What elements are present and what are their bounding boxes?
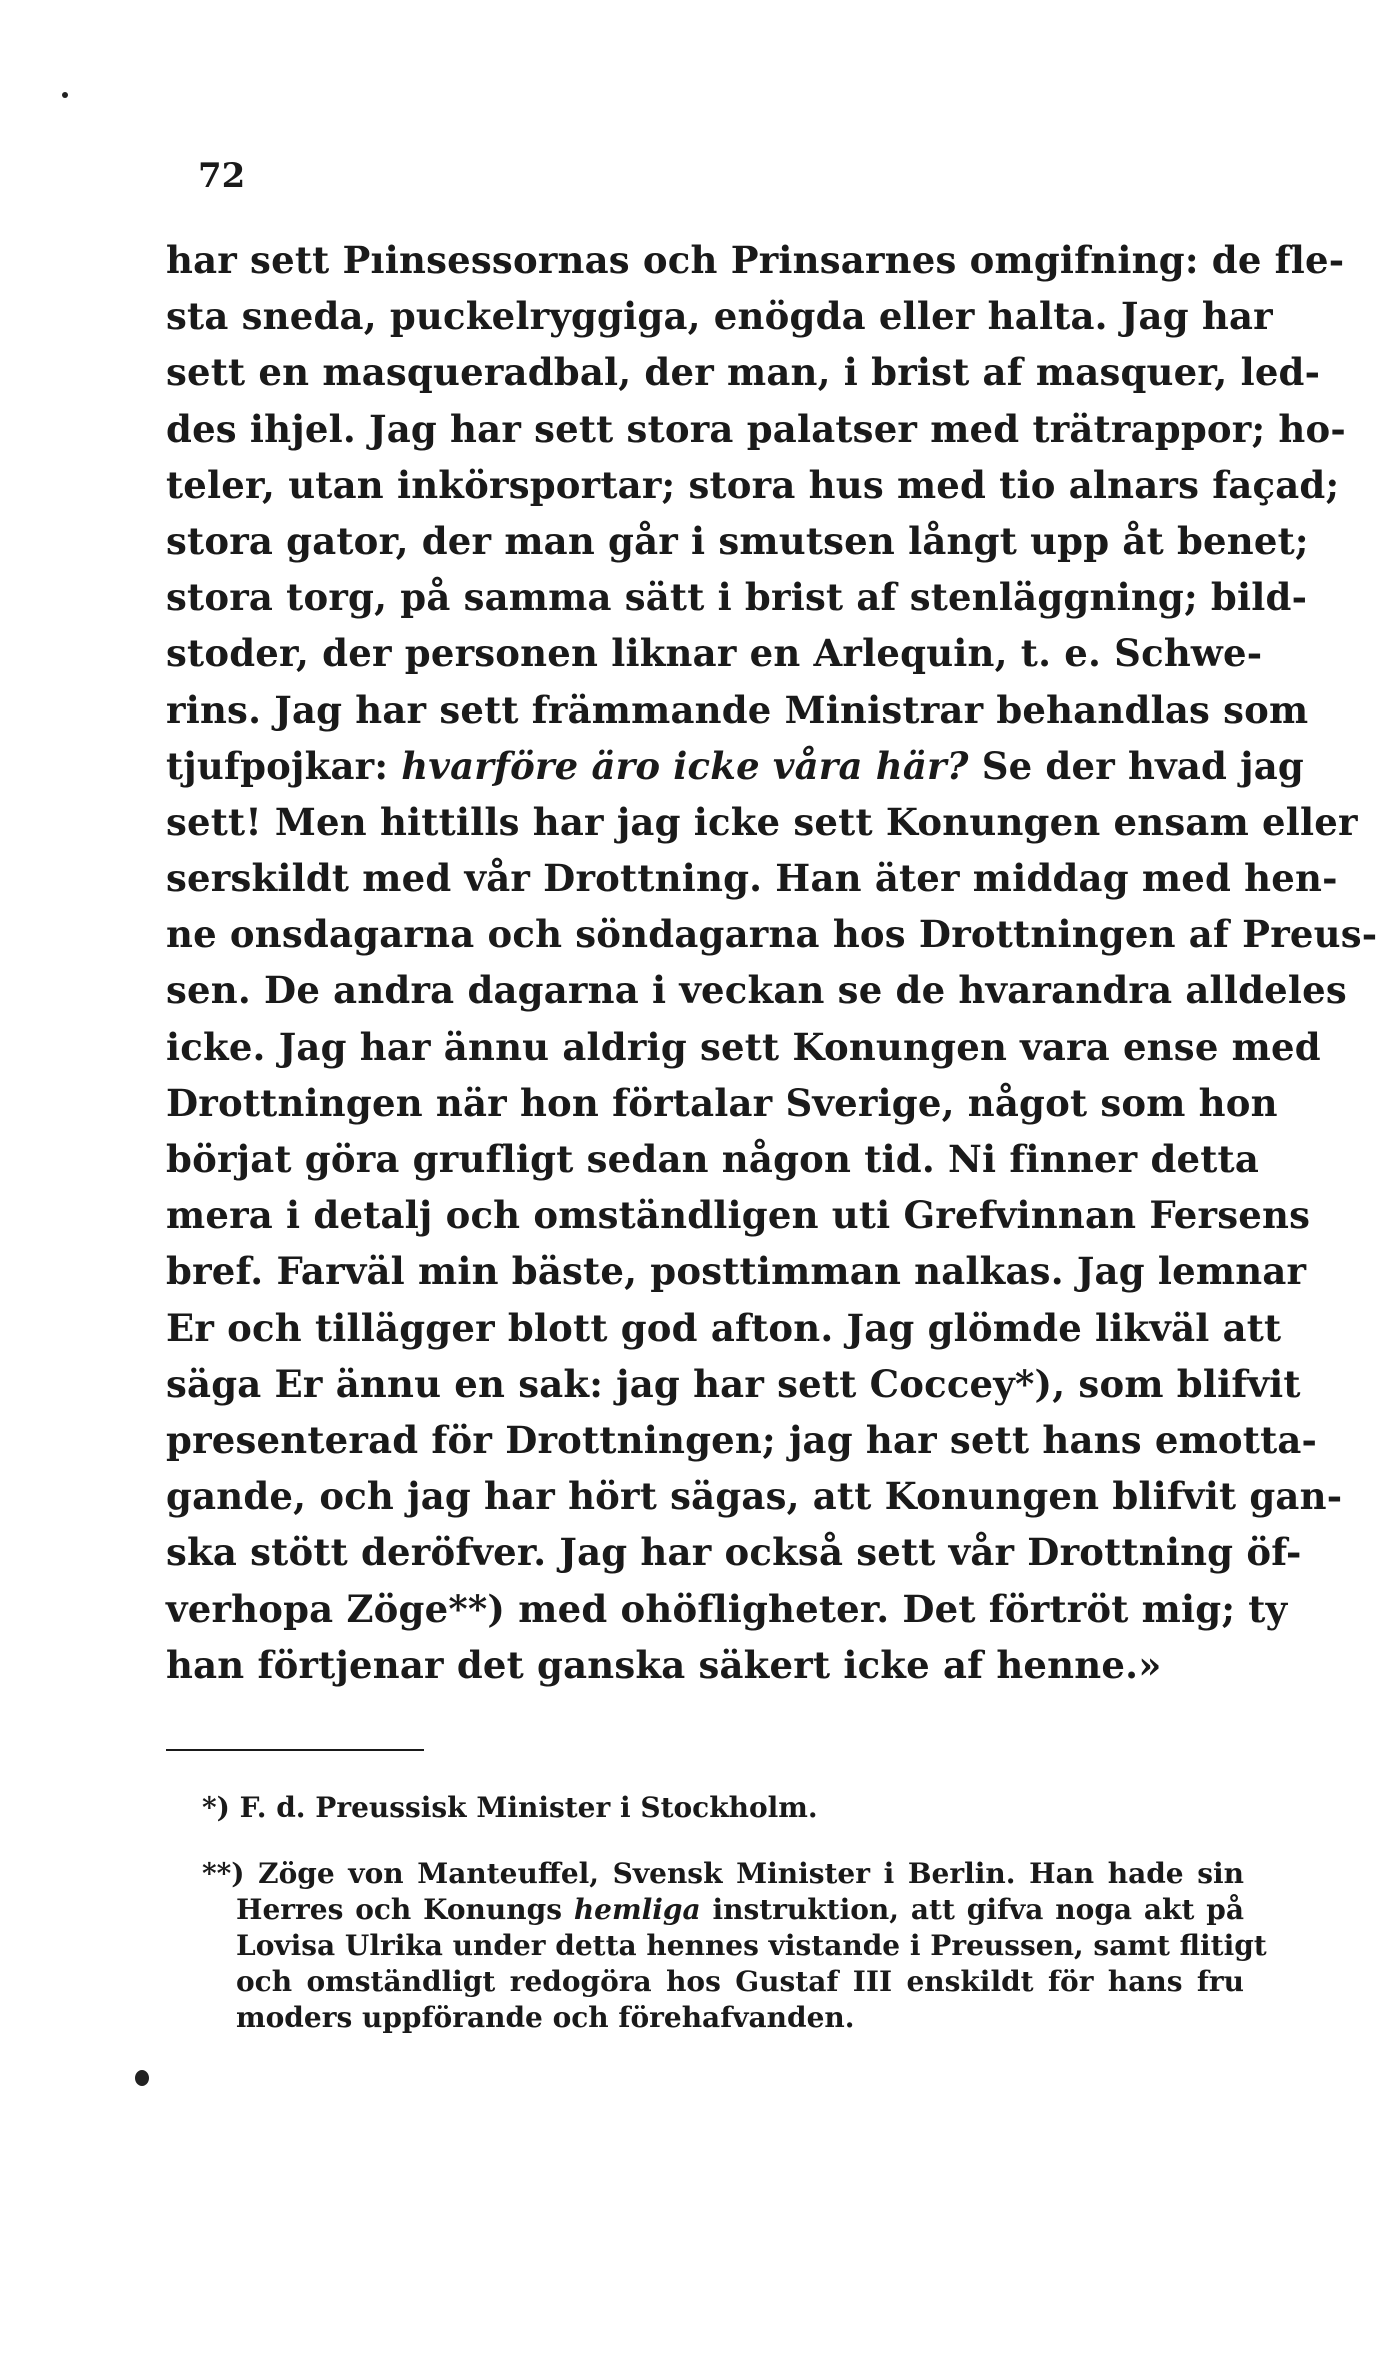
text-line: gande, och jag har hört sägas, att Konungen blifvit gan- xyxy=(166,1474,1343,1519)
footnote-divider xyxy=(166,1749,424,1751)
page-number: 72 xyxy=(198,156,246,196)
text-line: han förtjenar det ganska säkert icke af henne.» xyxy=(166,1642,1162,1687)
text-line: sta sneda, puckelryggiga, enögda eller halta. Jag har xyxy=(166,294,1273,339)
footnotes xyxy=(166,1790,1267,2036)
text-line: börjat göra grufligt sedan någon tid. Ni finner detta xyxy=(166,1137,1260,1181)
ink-speck xyxy=(135,2070,149,2086)
text-line: teler, utan inkörsportar; stora hus med tio alnars façad; xyxy=(166,462,1340,507)
text-line: verhopa Zöge**) med ohöfligheter. Det förtröt mig; ty xyxy=(166,1586,1288,1631)
text-line: har sett Pıinsessornas och Prinsarnes omgifning: de fle- xyxy=(166,238,1345,282)
text-line: Drottningen när hon förtalar Sverige, något som hon xyxy=(166,1080,1278,1125)
text-line: mera i detalj och omständligen uti Grefvinnan Fersens xyxy=(166,1193,1311,1238)
text-line: serskildt med vår Drottning. Han äter middag med hen- xyxy=(166,856,1338,901)
text-line: icke. Jag har ännu aldrig sett Konungen vara ense med xyxy=(166,1024,1321,1069)
ink-speck xyxy=(62,92,68,98)
footnote-line: moders uppförande och förehafvanden. xyxy=(236,2001,855,2034)
text-line: ne onsdagarna och söndagarna hos Drottningen af Preus- xyxy=(166,912,1378,957)
text-line: bref. Farväl min bäste, posttimman nalkas. Jag lemnar xyxy=(166,1249,1307,1294)
footnote-line: Herres och Konungs hemliga instruktion, att gifva noga akt på xyxy=(236,1893,1244,1926)
footnote-line: Lovisa Ulrika under detta hennes vistande i Preussen, samt flitigt xyxy=(236,1929,1267,1962)
text-line: des ihjel. Jag har sett stora palatser med trätrappor; ho- xyxy=(166,406,1346,451)
text-line: rins. Jag har sett främmande Ministrar behandlas som xyxy=(166,687,1309,732)
text-line: sett en masqueradbal, der man, i brist af masquer, led- xyxy=(166,350,1321,395)
text-line: ska stött deröfver. Jag har också sett vår Drottning öf- xyxy=(166,1530,1302,1575)
text-line: sett! Men hittills har jag icke sett Konungen ensam eller xyxy=(166,799,1358,844)
text-line: stora torg, på samma sätt i brist af stenläggning; bild- xyxy=(166,575,1308,620)
footnote-line: och omständligt redogöra hos Gustaf III enskildt för hans fru xyxy=(236,1965,1244,1998)
footnote-1: *) F. d. Preussisk Minister i Stockholm. xyxy=(202,1791,818,1824)
text-line: sen. De andra dagarna i veckan se de hvarandra alldeles xyxy=(166,968,1347,1013)
footnote-2 xyxy=(166,1856,1267,2036)
text-line: stoder, der personen liknar en Arlequin, t. e. Schwe- xyxy=(166,631,1263,676)
text-line: presenterad för Drottningen; jag har sett hans emotta- xyxy=(166,1417,1318,1462)
footnote-line: **) Zöge von Manteuffel, Svensk Minister i Berlin. Han hade sin xyxy=(202,1857,1244,1890)
text-line: tjufpojkar: hvarföre äro icke våra här? Se der hvad jag xyxy=(166,743,1304,788)
body-text xyxy=(166,232,1378,1693)
text-line: Er och tillägger blott god afton. Jag glömde likväl att xyxy=(166,1305,1282,1350)
text-line: säga Er ännu en sak: jag har sett Coccey*), som blifvit xyxy=(166,1361,1301,1406)
text-line: stora gator, der man går i smutsen långt upp åt benet; xyxy=(166,518,1309,563)
